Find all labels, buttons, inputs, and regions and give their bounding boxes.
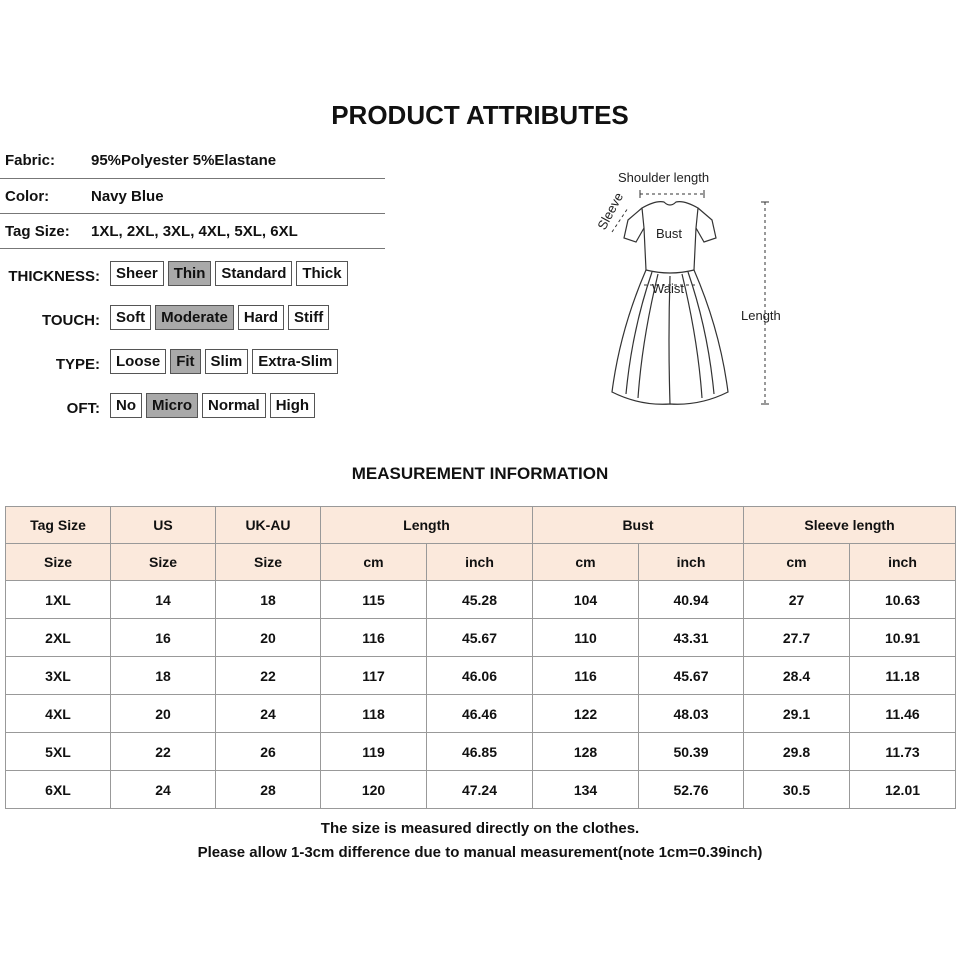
table-cell: 24 bbox=[111, 771, 216, 809]
table-cell: 115 bbox=[321, 581, 427, 619]
table-cell: 1XL bbox=[6, 581, 111, 619]
divider bbox=[0, 213, 385, 214]
type-option-slim: Slim bbox=[205, 349, 249, 374]
waist-label: Waist bbox=[652, 281, 685, 296]
touch-options bbox=[110, 305, 329, 330]
table-cell: 22 bbox=[216, 657, 321, 695]
dress-diagram bbox=[580, 160, 800, 420]
table-cell: 118 bbox=[321, 695, 427, 733]
table-cell: 116 bbox=[321, 619, 427, 657]
header-cell: cm bbox=[533, 544, 639, 581]
table-cell: 134 bbox=[533, 771, 639, 809]
thickness-options bbox=[110, 261, 348, 286]
table-cell: 14 bbox=[111, 581, 216, 619]
table-cell: 6XL bbox=[6, 771, 111, 809]
table-cell: 27 bbox=[744, 581, 850, 619]
table-row bbox=[6, 619, 956, 657]
table-cell: 45.28 bbox=[427, 581, 533, 619]
type-option-loose: Loose bbox=[110, 349, 166, 374]
table-cell: 18 bbox=[216, 581, 321, 619]
tag-size-value: 1XL, 2XL, 3XL, 4XL, 5XL, 6XL bbox=[91, 223, 298, 240]
note-measured: The size is measured directly on the clothes. bbox=[320, 820, 640, 837]
fabric-value: 95%Polyester 5%Elastane bbox=[91, 152, 277, 169]
shoulder-length-label: Shoulder length bbox=[618, 170, 710, 185]
table-cell: 122 bbox=[533, 695, 639, 733]
type-options bbox=[110, 349, 338, 374]
table-cell: 45.67 bbox=[427, 619, 533, 657]
table-cell: 18 bbox=[111, 657, 216, 695]
type-label: TYPE: bbox=[55, 356, 100, 373]
table-cell: 128 bbox=[533, 733, 639, 771]
table-subheader-row bbox=[6, 544, 956, 581]
table-cell: 47.24 bbox=[427, 771, 533, 809]
table-header-row bbox=[6, 507, 956, 544]
thickness-label: THICKNESS: bbox=[8, 268, 100, 285]
oft-options bbox=[110, 393, 315, 418]
oft-label: OFT: bbox=[66, 400, 100, 417]
table-cell: 104 bbox=[533, 581, 639, 619]
table-cell: 20 bbox=[111, 695, 216, 733]
table-cell: 48.03 bbox=[639, 695, 744, 733]
length-label: Length bbox=[741, 308, 781, 323]
header-cell: Size bbox=[111, 544, 216, 581]
table-cell: 5XL bbox=[6, 733, 111, 771]
table-cell: 16 bbox=[111, 619, 216, 657]
table-row bbox=[6, 695, 956, 733]
fabric-label: Fabric: bbox=[5, 152, 56, 169]
table-row bbox=[6, 657, 956, 695]
table-cell: 3XL bbox=[6, 657, 111, 695]
table-cell: 4XL bbox=[6, 695, 111, 733]
header-cell: Size bbox=[216, 544, 321, 581]
color-label: Color: bbox=[5, 188, 50, 205]
note-allowance: Please allow 1-3cm difference due to manual measurement(note 1cm=0.39inch) bbox=[197, 844, 763, 861]
thickness-option-thin: Thin bbox=[168, 261, 212, 286]
touch-option-moderate: Moderate bbox=[155, 305, 234, 330]
table-cell: 50.39 bbox=[639, 733, 744, 771]
table-cell: 11.73 bbox=[850, 733, 956, 771]
type-option-extra-slim: Extra-Slim bbox=[252, 349, 338, 374]
oft-option-normal: Normal bbox=[202, 393, 266, 418]
table-cell: 28.4 bbox=[744, 657, 850, 695]
table-cell: 26 bbox=[216, 733, 321, 771]
table-cell: 52.76 bbox=[639, 771, 744, 809]
header-cell: Size bbox=[6, 544, 111, 581]
header-cell: cm bbox=[744, 544, 850, 581]
table-cell: 43.31 bbox=[639, 619, 744, 657]
table-cell: 46.46 bbox=[427, 695, 533, 733]
type-option-fit: Fit bbox=[170, 349, 200, 374]
table-cell: 45.67 bbox=[639, 657, 744, 695]
table-cell: 40.94 bbox=[639, 581, 744, 619]
header-cell: cm bbox=[321, 544, 427, 581]
table-cell: 20 bbox=[216, 619, 321, 657]
measurement-title: MEASUREMENT INFORMATION bbox=[351, 464, 609, 483]
color-value: Navy Blue bbox=[91, 188, 164, 205]
header-cell: Sleeve length bbox=[744, 507, 956, 544]
table-cell: 11.46 bbox=[850, 695, 956, 733]
thickness-option-standard: Standard bbox=[215, 261, 292, 286]
thickness-option-sheer: Sheer bbox=[110, 261, 164, 286]
sleeve-label: Sleeve bbox=[594, 189, 627, 233]
table-cell: 120 bbox=[321, 771, 427, 809]
measurement-table bbox=[5, 506, 956, 809]
oft-option-no: No bbox=[110, 393, 142, 418]
table-cell: 46.85 bbox=[427, 733, 533, 771]
table-cell: 11.18 bbox=[850, 657, 956, 695]
table-cell: 46.06 bbox=[427, 657, 533, 695]
header-cell: Bust bbox=[533, 507, 744, 544]
table-cell: 119 bbox=[321, 733, 427, 771]
table-cell: 10.63 bbox=[850, 581, 956, 619]
header-cell: US bbox=[111, 507, 216, 544]
table-cell: 116 bbox=[533, 657, 639, 695]
header-cell: Length bbox=[321, 507, 533, 544]
table-cell: 30.5 bbox=[744, 771, 850, 809]
table-cell: 29.1 bbox=[744, 695, 850, 733]
header-cell: inch bbox=[850, 544, 956, 581]
oft-option-micro: Micro bbox=[146, 393, 198, 418]
table-row bbox=[6, 771, 956, 809]
touch-option-soft: Soft bbox=[110, 305, 151, 330]
divider bbox=[0, 248, 385, 249]
table-cell: 29.8 bbox=[744, 733, 850, 771]
thickness-option-thick: Thick bbox=[296, 261, 347, 286]
header-cell: Tag Size bbox=[6, 507, 111, 544]
table-cell: 110 bbox=[533, 619, 639, 657]
table-cell: 117 bbox=[321, 657, 427, 695]
touch-label: TOUCH: bbox=[41, 312, 100, 329]
touch-option-hard: Hard bbox=[238, 305, 284, 330]
table-cell: 28 bbox=[216, 771, 321, 809]
header-cell: UK-AU bbox=[216, 507, 321, 544]
bust-label: Bust bbox=[656, 226, 683, 241]
table-cell: 10.91 bbox=[850, 619, 956, 657]
header-cell: inch bbox=[427, 544, 533, 581]
table-cell: 24 bbox=[216, 695, 321, 733]
table-row bbox=[6, 581, 956, 619]
oft-option-high: High bbox=[270, 393, 315, 418]
header-cell: inch bbox=[639, 544, 744, 581]
touch-option-stiff: Stiff bbox=[288, 305, 329, 330]
table-cell: 22 bbox=[111, 733, 216, 771]
page-title: PRODUCT ATTRIBUTES bbox=[331, 100, 629, 130]
tag-size-label: Tag Size: bbox=[5, 223, 70, 240]
divider bbox=[0, 178, 385, 179]
table-cell: 2XL bbox=[6, 619, 111, 657]
table-cell: 12.01 bbox=[850, 771, 956, 809]
table-cell: 27.7 bbox=[744, 619, 850, 657]
table-row bbox=[6, 733, 956, 771]
